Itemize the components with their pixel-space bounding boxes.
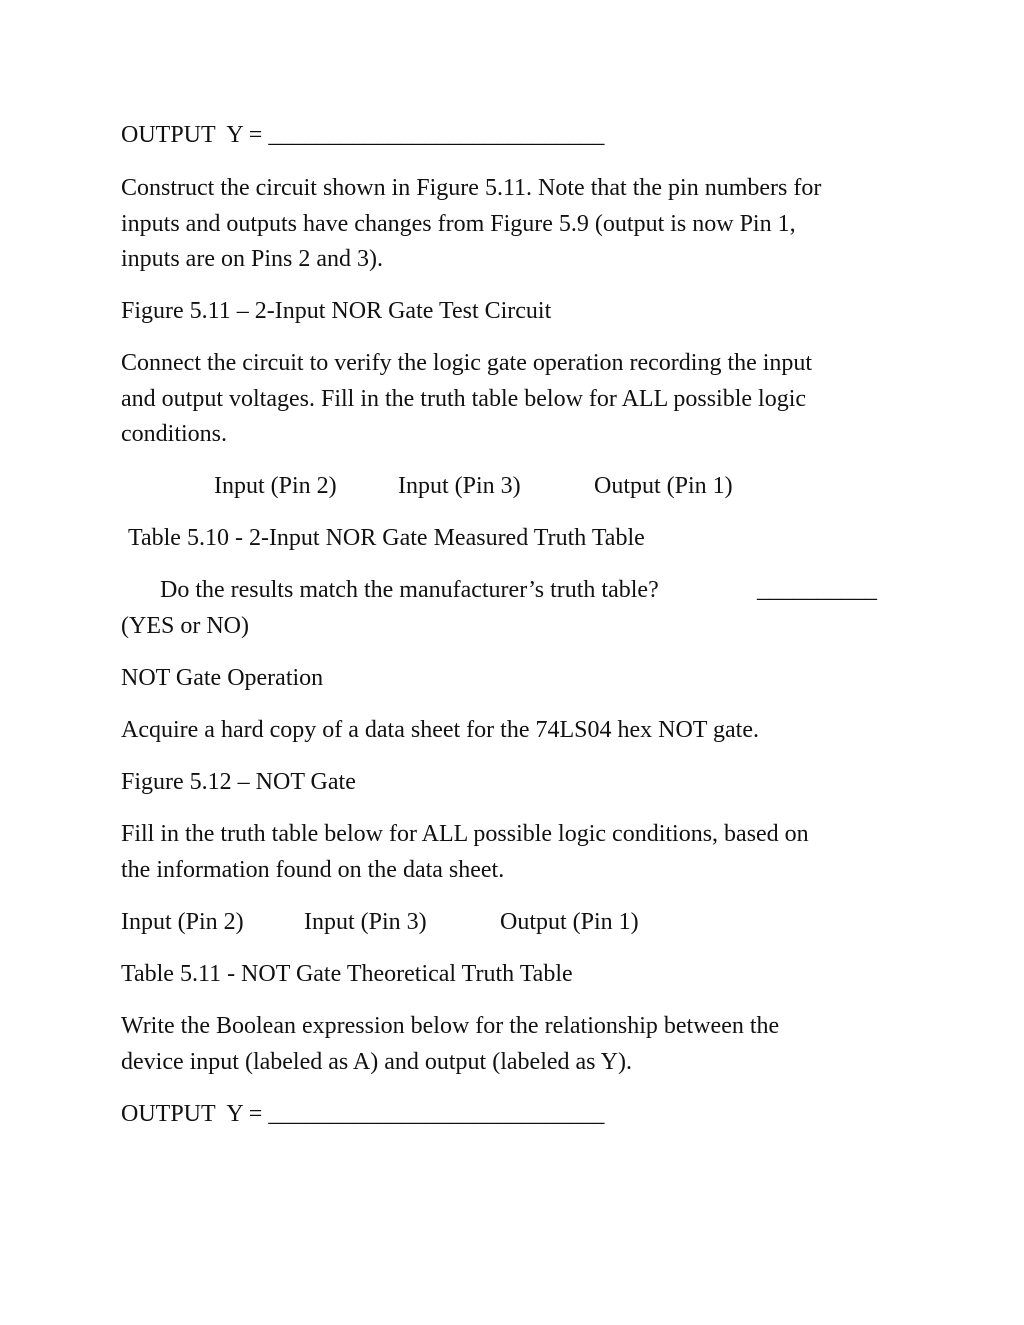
fill-paragraph (121, 817, 921, 888)
table-header-output-pin1: Output (Pin 1) (500, 909, 639, 935)
figure-caption: Figure 5.12 – NOT Gate (121, 769, 356, 795)
table-caption: Table 5.10 - 2-Input NOR Gate Measured Truth Table (128, 525, 645, 551)
paragraph-line: inputs and outputs have changes from Figure 5.9 (output is now Pin 1, (121, 210, 796, 237)
table-header-output-pin1: Output (Pin 1) (594, 473, 733, 499)
paragraph-line: and output voltages. Fill in the truth table below for ALL possible logic (121, 385, 807, 412)
paragraph-line: conditions. (121, 421, 227, 447)
paragraph-line: the information found on the data sheet. (121, 856, 505, 883)
section-heading: NOT Gate Operation (121, 665, 324, 691)
table-header-input-pin2: Input (Pin 2) (214, 473, 337, 499)
yes-no-hint: (YES or NO) (121, 613, 249, 639)
figure-caption: Figure 5.11 – 2-Input NOR Gate Test Circuit (121, 298, 552, 324)
connect-paragraph (121, 346, 921, 453)
write-paragraph (121, 1009, 921, 1080)
paragraph-line: Write the Boolean expression below for the relationship between the (121, 1013, 780, 1039)
paragraph-line: Connect the circuit to verify the logic gate operation recording the input (121, 350, 813, 376)
table-header-input-pin3: Input (Pin 3) (398, 473, 521, 499)
paragraph-line: device input (labeled as A) and output (labeled as Y). (121, 1048, 632, 1075)
output-y-line: OUTPUT Y = ____________________________ (121, 1101, 605, 1127)
paragraph-line: inputs are on Pins 2 and 3). (121, 246, 383, 272)
construct-paragraph (121, 171, 921, 278)
output-y-line: OUTPUT Y = ____________________________ (121, 122, 605, 148)
table-header-input-pin2: Input (Pin 2) (121, 909, 244, 935)
paragraph-line: Construct the circuit shown in Figure 5.11. Note that the pin numbers for (121, 175, 822, 201)
table-header-input-pin3: Input (Pin 3) (304, 909, 427, 935)
match-question: Do the results match the manufacturer’s truth table? (160, 577, 659, 603)
acquire-instruction: Acquire a hard copy of a data sheet for the 74LS04 hex NOT gate. (121, 717, 760, 743)
answer-blank: __________ (757, 577, 877, 603)
table-caption: Table 5.11 - NOT Gate Theoretical Truth Table (121, 961, 573, 987)
paragraph-line: Fill in the truth table below for ALL possible logic conditions, based on (121, 821, 809, 847)
